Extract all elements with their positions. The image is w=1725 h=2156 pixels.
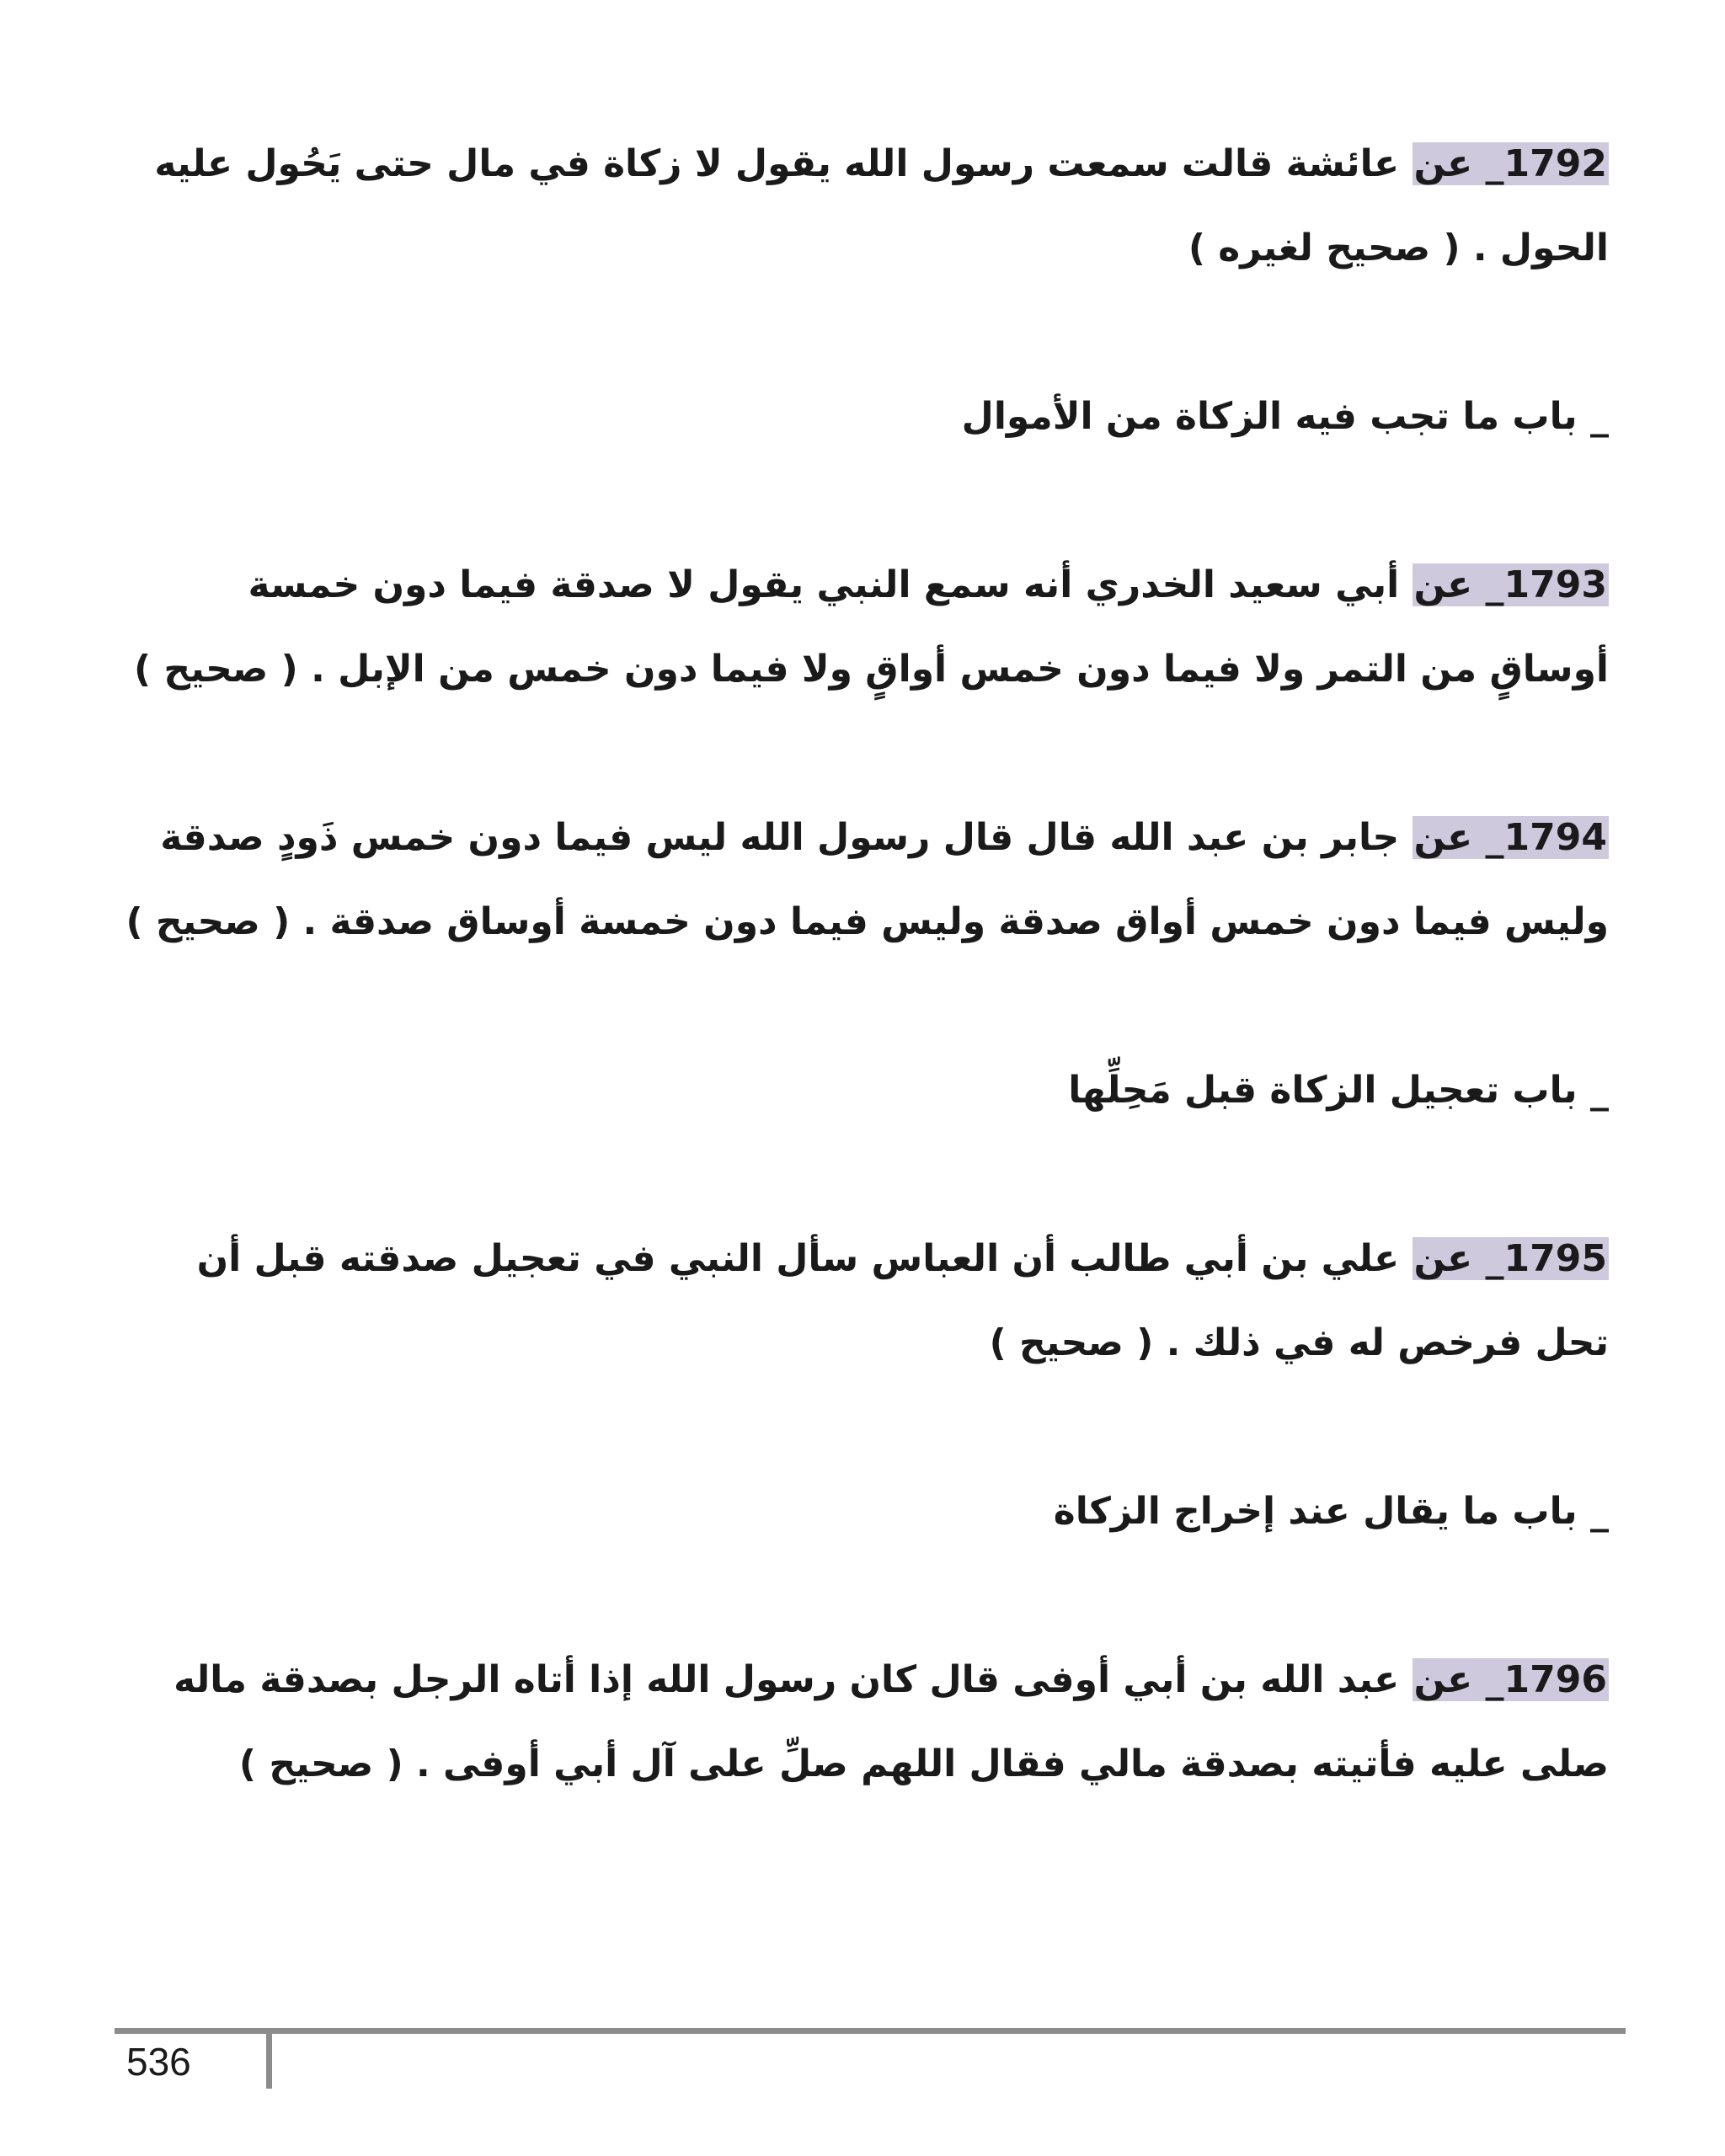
hadith-1796 xyxy=(118,1638,1609,1806)
hadith-1792 xyxy=(118,122,1609,291)
footer-divider xyxy=(115,2028,1626,2034)
hadith-number-highlight xyxy=(1413,816,1609,859)
chapter-heading: _ باب ما تجب فيه الزكاة من الأموال xyxy=(961,395,1609,438)
hadith-number-highlight xyxy=(1413,1237,1609,1280)
page-number: 536 xyxy=(126,2040,191,2084)
hadith-from: عن xyxy=(1413,563,1473,606)
hadith-text: عبد الله بن أبي أوفى قال كان رسول الله إذا أتاه الرجل بصدقة ماله صلى عليه فأتيته بصدقة مالي فقال اللهم صلِّ على آل أبي أوفى . ( صحيح ) xyxy=(174,1658,1609,1785)
hadith-number: 1795_ xyxy=(1485,1237,1607,1280)
hadith-number: 1793_ xyxy=(1485,563,1607,606)
hadith-from: عن xyxy=(1413,1658,1473,1701)
chapter-heading: _ باب ما يقال عند إخراج الزكاة xyxy=(1053,1490,1609,1533)
hadith-number-highlight xyxy=(1413,142,1609,185)
hadith-text: أبي سعيد الخدري أنه سمع النبي يقول لا صدقة فيما دون خمسة أوساقٍ من التمر ولا فيما دون خمس أواقٍ ولا فيما دون خمس من الإبل . ( صحيح ) xyxy=(134,563,1609,691)
hadith-number: 1794_ xyxy=(1485,816,1607,859)
hadith-text: علي بن أبي طالب أن العباس سأل النبي في تعجيل صدقته قبل أن تحل فرخص له في ذلك . ( صحيح ) xyxy=(196,1237,1609,1364)
hadith-number: 1796_ xyxy=(1485,1658,1607,1701)
chapter-heading: _ باب تعجيل الزكاة قبل مَحِلِّها xyxy=(1068,1069,1609,1112)
hadith-text: جابر بن عبد الله قال قال رسول الله ليس فيما دون خمس ذَودٍ صدقة وليس فيما دون خمس أواق صدقة وليس فيما دون خمسة أوساق صدقة . ( صحيح ) xyxy=(126,816,1609,943)
hadith-from: عن xyxy=(1413,142,1473,185)
hadith-1793 xyxy=(118,543,1609,712)
hadith-number-highlight xyxy=(1413,1658,1609,1701)
page-content xyxy=(118,122,1609,1891)
hadith-from: عن xyxy=(1413,816,1473,859)
hadith-1795 xyxy=(118,1217,1609,1385)
hadith-text: عائشة قالت سمعت رسول الله يقول لا زكاة في مال حتى يَحُول عليه الحول . ( صحيح لغيره ) xyxy=(154,142,1609,270)
hadith-1794 xyxy=(118,796,1609,964)
hadith-from: عن xyxy=(1413,1237,1473,1280)
footer-tick-divider xyxy=(266,2028,272,2089)
hadith-number: 1792_ xyxy=(1485,142,1607,185)
hadith-number-highlight xyxy=(1413,563,1609,606)
